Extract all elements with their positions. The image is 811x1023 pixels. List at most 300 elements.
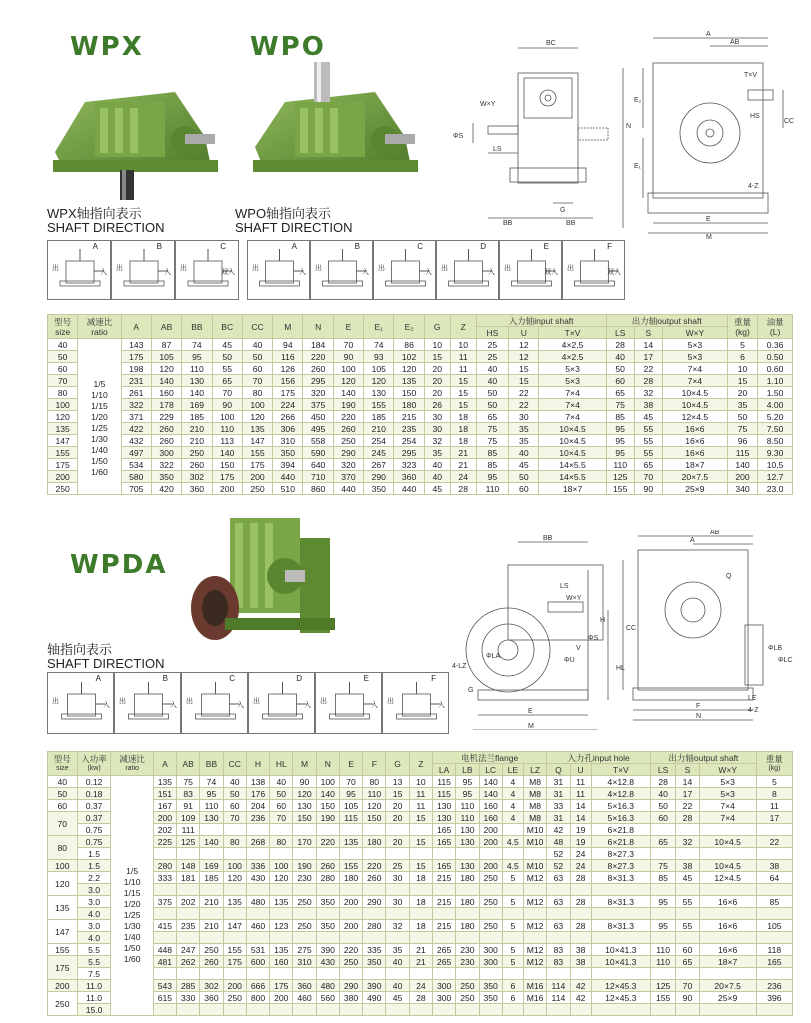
table-cell: 18 [450, 435, 476, 447]
table-cell: 360 [394, 471, 424, 483]
table-cell: 87 [151, 339, 181, 351]
table-cell [409, 932, 432, 944]
table-cell: 320 [303, 387, 333, 399]
table-cell: 70 [676, 980, 699, 992]
size-cell: 40 [48, 339, 78, 351]
table-cell: 80 [363, 776, 386, 788]
input-label: 入 [164, 269, 171, 276]
input-label: 双入 [607, 269, 621, 276]
table-cell: 123 [270, 920, 293, 932]
table-cell: 125 [177, 836, 200, 848]
table-cell: 534 [121, 459, 151, 471]
ratio-value: 1/15 [91, 401, 108, 411]
table-cell [339, 848, 362, 860]
table-cell [386, 968, 409, 980]
table-cell [523, 848, 546, 860]
table-cell: 26 [424, 399, 450, 411]
ratio-value: 1/10 [123, 877, 141, 887]
input-label: 入 [371, 702, 378, 709]
direction-letter: C [417, 242, 423, 251]
ratio-value: 1/5 [126, 866, 139, 876]
output-label: 出 [315, 265, 322, 272]
table-cell: 42 [547, 824, 570, 836]
table-cell: 150 [363, 812, 386, 824]
table-cell: 480 [246, 896, 269, 908]
table-cell: 169 [182, 399, 212, 411]
table-cell [153, 932, 176, 944]
table-row [48, 800, 793, 812]
table-header-row [48, 315, 793, 327]
table-cell: 200 [270, 992, 293, 1004]
table-cell: 360 [182, 483, 212, 495]
table-cell: 147 [242, 435, 272, 447]
ratio-cell [78, 339, 121, 495]
table-cell: 155 [364, 399, 394, 411]
table-cell: 235 [177, 920, 200, 932]
table-cell: 75 [727, 423, 757, 435]
table-cell: 135 [153, 776, 176, 788]
table-cell: 75 [177, 776, 200, 788]
table-cell: 448 [153, 944, 176, 956]
svg-text:ΦS: ΦS [588, 635, 599, 642]
table-cell: 75 [476, 423, 508, 435]
shaft-direction-a [247, 240, 310, 300]
table-cell [246, 1004, 269, 1016]
table-cell [363, 932, 386, 944]
table-cell [246, 932, 269, 944]
table-cell: 20 [424, 363, 450, 375]
output-label: 出 [504, 265, 511, 272]
wpx-gearbox-photo [45, 82, 225, 202]
table-cell: 5 [502, 944, 523, 956]
table-cell [523, 968, 546, 980]
table-cell: 190 [316, 812, 339, 824]
table-cell: 25 [386, 860, 409, 872]
table-cell: 8.50 [758, 435, 793, 447]
svg-text:LE: LE [748, 695, 757, 702]
table-cell: 40 [386, 980, 409, 992]
column-header-ratio-sub: ratio [125, 764, 139, 772]
input-label: 入 [170, 702, 177, 709]
table-cell: 85 [476, 447, 508, 459]
svg-text:BB: BB [543, 535, 553, 542]
table-cell: 4 [502, 776, 523, 788]
table-cell: 155 [339, 860, 362, 872]
table-cell: 31 [547, 788, 570, 800]
table-cell [177, 968, 200, 980]
column-header: W×Y [699, 764, 756, 776]
table-cell: 40 [424, 459, 450, 471]
svg-text:AB: AB [710, 530, 720, 536]
table-cell [270, 884, 293, 896]
weight-unit: (kg) [735, 326, 750, 337]
table-row [48, 411, 793, 423]
ratio-value: 1/25 [123, 910, 141, 920]
table-cell: 60 [270, 800, 293, 812]
svg-text:T×V: T×V [744, 72, 758, 79]
table-cell [479, 908, 502, 920]
size-cell: 147 [48, 920, 78, 944]
table-cell: M12 [523, 944, 546, 956]
table-cell [316, 968, 339, 980]
table-cell: 10 [450, 339, 476, 351]
column-header: HL [270, 752, 293, 776]
table-cell: 260 [303, 363, 333, 375]
table-cell [756, 908, 792, 920]
table-cell: 18×7 [662, 459, 727, 471]
table-cell [547, 1004, 570, 1016]
table-cell: 10×4.5 [699, 860, 756, 872]
table-cell: 290 [364, 471, 394, 483]
direction-letter: A [291, 242, 297, 251]
table-cell: 32 [676, 836, 699, 848]
table-cell: 267 [364, 459, 394, 471]
table-cell: 85 [476, 459, 508, 471]
input-label: 入 [103, 702, 110, 709]
table-cell: 65 [212, 375, 242, 387]
table-cell: 96 [727, 435, 757, 447]
table-cell: 4×12.8 [591, 788, 650, 800]
output-label: 出 [52, 265, 59, 272]
table-cell: 16×6 [699, 896, 756, 908]
column-header: M [293, 752, 316, 776]
table-cell: 10 [727, 363, 757, 375]
table-cell: 40 [650, 788, 675, 800]
shaft-direction-c [175, 240, 239, 300]
table-cell: 16×6 [662, 423, 727, 435]
table-cell: 268 [246, 836, 269, 848]
table-cell: 90 [634, 483, 662, 495]
table-cell [246, 908, 269, 920]
direction-letter: B [156, 242, 162, 251]
table-cell: 150 [293, 812, 316, 824]
table-cell: 175 [212, 471, 242, 483]
svg-text:ΦLA: ΦLA [486, 653, 501, 660]
table-cell: 440 [394, 483, 424, 495]
table-cell [479, 968, 502, 980]
svg-text:F: F [696, 703, 701, 710]
table-cell: 91 [177, 800, 200, 812]
input-label: 入 [438, 702, 445, 709]
table-cell: 120 [363, 800, 386, 812]
size-cell: 50 [48, 351, 78, 363]
table-cell: 250 [479, 896, 502, 908]
column-header: A [121, 315, 151, 339]
shaft-direction-e [499, 240, 562, 300]
table-cell: 215 [394, 411, 424, 423]
power-cell: 3.0 [77, 884, 111, 896]
table-cell: 95 [650, 896, 675, 908]
table-cell [432, 968, 455, 980]
table-cell: 11 [450, 363, 476, 375]
table-cell: 100 [270, 860, 293, 872]
table-cell: M16 [523, 992, 546, 1004]
table-cell: 70 [270, 812, 293, 824]
table-cell: 184 [303, 339, 333, 351]
table-cell: 322 [121, 399, 151, 411]
table-cell [200, 908, 223, 920]
table-cell [153, 848, 176, 860]
table-cell: 18 [450, 423, 476, 435]
table-cell: 28 [606, 339, 634, 351]
table-cell: 225 [153, 836, 176, 848]
table-cell: 113 [212, 435, 242, 447]
table-cell: 235 [394, 423, 424, 435]
column-header-oil [758, 315, 793, 339]
table-cell: 25 [476, 351, 508, 363]
table-cell: 45 [424, 483, 450, 495]
table-cell: 155 [223, 944, 246, 956]
table-cell: M8 [523, 788, 546, 800]
table-cell: 510 [273, 483, 303, 495]
table-cell: 70 [634, 471, 662, 483]
table-cell: 8 [756, 788, 792, 800]
table-cell [676, 968, 699, 980]
table-cell: 580 [121, 471, 151, 483]
table-cell [676, 824, 699, 836]
column-header-size [48, 315, 78, 339]
table-cell: 5 [756, 776, 792, 788]
column-header: AB [177, 752, 200, 776]
table-cell: 350 [479, 980, 502, 992]
table-cell: 558 [303, 435, 333, 447]
table-cell: 165 [432, 860, 455, 872]
table-cell: 140 [212, 447, 242, 459]
ratio-value: 1/30 [91, 434, 108, 444]
table-cell: 35 [424, 447, 450, 459]
table-cell: 302 [200, 980, 223, 992]
table-cell [386, 884, 409, 896]
table-cell: 200 [479, 824, 502, 836]
table-cell [432, 848, 455, 860]
table-cell: 130 [456, 860, 479, 872]
table-cell: 95 [456, 788, 479, 800]
table-cell [363, 884, 386, 896]
power-cell: 1.5 [77, 860, 111, 872]
table-cell: 176 [246, 788, 269, 800]
table-cell: 420 [151, 483, 181, 495]
flange-header: 电机法兰flange [432, 752, 546, 764]
table-cell [223, 932, 246, 944]
table-cell: 215 [432, 872, 455, 884]
table-cell: 63 [547, 920, 570, 932]
size-cell: 60 [48, 800, 78, 812]
table-cell: 160 [151, 387, 181, 399]
table-cell: 165 [432, 836, 455, 848]
size-cell: 200 [48, 471, 78, 483]
table-cell: 120 [223, 872, 246, 884]
table-cell: 15 [386, 788, 409, 800]
table-cell: 175 [242, 459, 272, 471]
table-cell [650, 968, 675, 980]
table-cell [756, 884, 792, 896]
table-cell [386, 848, 409, 860]
table-cell: 130 [432, 812, 455, 824]
ratio-value: 1/20 [123, 899, 141, 909]
table-cell: 90 [676, 992, 699, 1004]
table-cell: 19 [570, 836, 591, 848]
table-cell: 95 [456, 776, 479, 788]
table-cell: 120 [270, 872, 293, 884]
table-cell: 6 [727, 351, 757, 363]
table-cell: 28 [570, 920, 591, 932]
table-cell [650, 848, 675, 860]
table-cell: 18×7 [539, 483, 606, 495]
table-cell: 210 [182, 423, 212, 435]
table-cell: 160 [479, 812, 502, 824]
table-cell: 371 [121, 411, 151, 423]
table-cell: 5×3 [662, 339, 727, 351]
table-cell: 50 [476, 399, 508, 411]
table-row [48, 920, 793, 932]
table-cell: 70 [212, 387, 242, 399]
table-row [48, 423, 793, 435]
column-header: Z [450, 315, 476, 339]
table-cell: 480 [316, 980, 339, 992]
power-cell: 7.5 [77, 968, 111, 980]
table-cell: 250 [242, 483, 272, 495]
table-cell: 220 [333, 411, 363, 423]
svg-text:G: G [468, 687, 474, 694]
table-cell: 543 [153, 980, 176, 992]
table-cell: 229 [151, 411, 181, 423]
size-cell: 70 [48, 375, 78, 387]
table-cell: 360 [200, 992, 223, 1004]
svg-text:ΦS: ΦS [453, 133, 464, 140]
table-cell: 200 [339, 896, 362, 908]
table-cell: 35 [386, 944, 409, 956]
table-cell: 140 [182, 387, 212, 399]
input-hole-header: 入力孔input hole [547, 752, 651, 764]
column-header: S [634, 327, 662, 339]
table-cell: 330 [177, 992, 200, 1004]
table-cell: 95 [650, 920, 675, 932]
table-cell: 300 [432, 980, 455, 992]
table-cell: 10×4.5 [699, 836, 756, 848]
table-cell: 130 [432, 800, 455, 812]
table-cell: 50 [727, 411, 757, 423]
table-row [48, 471, 793, 483]
table-cell: 35 [509, 423, 539, 435]
table-cell: 10×4.5 [662, 399, 727, 411]
ratio-value: 1/5 [93, 379, 106, 389]
shaft-direction-b [310, 240, 373, 300]
table-cell: 28 [634, 375, 662, 387]
table-cell: 10 [424, 339, 450, 351]
table-cell [177, 884, 200, 896]
table-cell: 110 [650, 956, 675, 968]
direction-letter: B [162, 674, 168, 683]
table-cell [339, 884, 362, 896]
svg-text:A: A [706, 31, 711, 38]
table-cell [339, 908, 362, 920]
table-cell: 250 [200, 944, 223, 956]
svg-text:M: M [706, 234, 712, 240]
table-cell [591, 908, 650, 920]
table-cell: 16×6 [699, 944, 756, 956]
table-cell: 16×6 [662, 435, 727, 447]
table-cell: 4.5 [502, 836, 523, 848]
table-cell: 140 [200, 836, 223, 848]
table-cell: 167 [153, 800, 176, 812]
table-cell: 50 [242, 351, 272, 363]
table-cell: 105 [756, 920, 792, 932]
table-cell [177, 1004, 200, 1016]
table-cell: 125 [650, 980, 675, 992]
column-header: LA [432, 764, 455, 776]
table-cell: 33 [547, 800, 570, 812]
input-label: 双入 [544, 269, 558, 276]
direction-letter: F [607, 242, 612, 251]
power-cell: 5.5 [77, 944, 111, 956]
column-header: Q [547, 764, 570, 776]
table-cell: 0.36 [758, 339, 793, 351]
table-cell: 85 [606, 411, 634, 423]
table-cell: 215 [432, 896, 455, 908]
table-cell: 340 [727, 483, 757, 495]
table-cell: 130 [293, 800, 316, 812]
table-cell [223, 968, 246, 980]
column-header-ratio-label: 减速比 [119, 753, 145, 764]
wpo-caption-cn: WPO轴指向表示 [235, 206, 332, 221]
column-header-size [48, 752, 78, 776]
table-cell: 110 [456, 800, 479, 812]
table-row [48, 860, 793, 872]
size-cell: 100 [48, 860, 78, 872]
wpo-caption-en: SHAFT DIRECTION [235, 220, 353, 235]
table-cell: 28 [650, 776, 675, 788]
table-cell: 15 [409, 812, 432, 824]
table-row [48, 944, 793, 956]
table-cell: 254 [394, 435, 424, 447]
table-cell [200, 848, 223, 860]
table-cell: 85 [650, 872, 675, 884]
output-label: 出 [116, 265, 123, 272]
table-row [48, 824, 793, 836]
ratio-value: 1/20 [91, 412, 108, 422]
table-cell: 260 [151, 423, 181, 435]
column-header: N [303, 315, 333, 339]
table-cell: M8 [523, 812, 546, 824]
table-cell: 175 [273, 387, 303, 399]
table-cell: 75 [650, 860, 675, 872]
svg-text:AB: AB [730, 39, 740, 46]
table-cell: 80 [270, 836, 293, 848]
column-header-power-sub: (kw) [87, 764, 101, 772]
table-cell: 50 [476, 387, 508, 399]
table-row [48, 992, 793, 1004]
table-cell: 115 [727, 447, 757, 459]
table-cell: 220 [303, 351, 333, 363]
table-cell: 148 [177, 860, 200, 872]
input-shaft-header: 入力轴input shaft [476, 315, 606, 327]
table-cell [339, 1004, 362, 1016]
column-header-power [77, 752, 111, 776]
column-header: BC [212, 315, 242, 339]
table-cell: 28 [450, 483, 476, 495]
table-cell: 380 [339, 992, 362, 1004]
table-cell [339, 968, 362, 980]
table-cell: 40 [606, 351, 634, 363]
svg-text:4-LZ: 4-LZ [452, 663, 467, 670]
table-cell: 230 [293, 872, 316, 884]
table-cell: 265 [432, 944, 455, 956]
table-cell [676, 884, 699, 896]
table-cell [756, 1004, 792, 1016]
table-cell: 150 [316, 800, 339, 812]
table-cell: M16 [523, 980, 546, 992]
table-cell [699, 968, 756, 980]
